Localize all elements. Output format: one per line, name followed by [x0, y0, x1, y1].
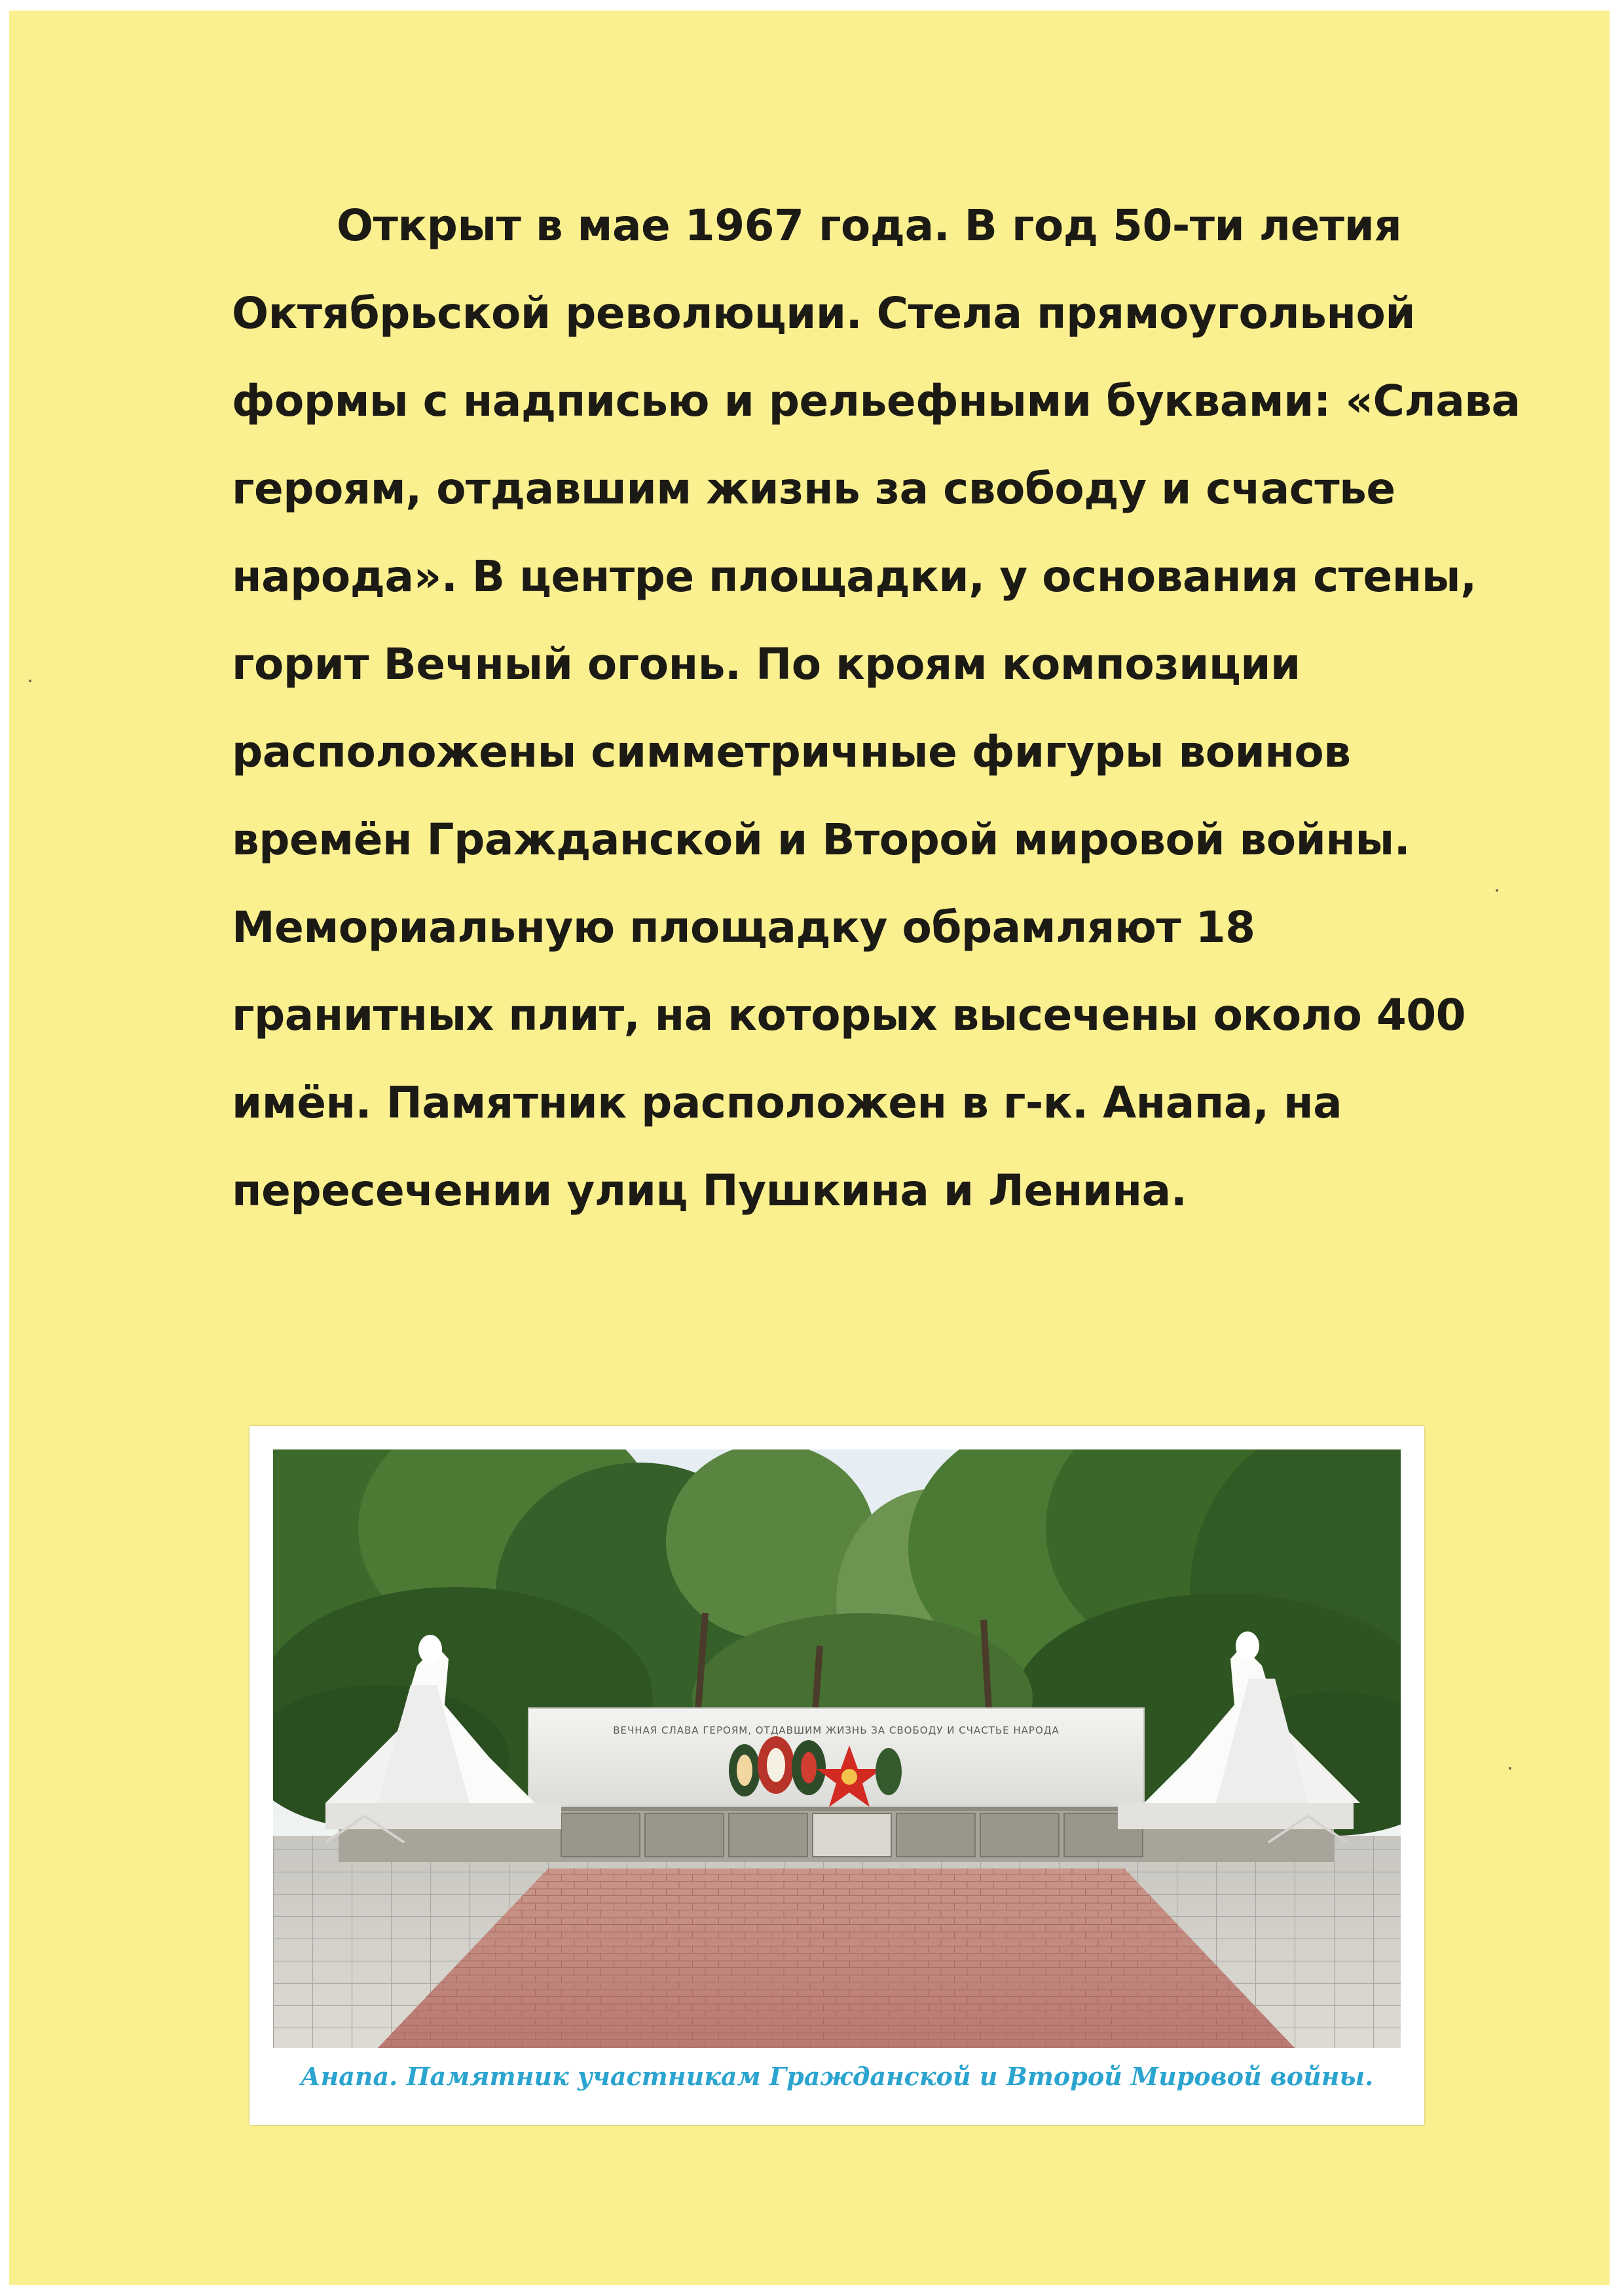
monument-inscription: ВЕЧНАЯ СЛАВА ГЕРОЯМ, ОТДАВШИМ ЖИЗНЬ ЗА СВОБОДУ И СЧАСТЬЕ НАРОДА [613, 1724, 1060, 1736]
postcard-caption: Анапа. Памятник участникам Гражданской и Второй Мировой войны. [300, 2062, 1374, 2091]
memorial-photo [273, 1449, 1401, 2048]
postcard [249, 1426, 1424, 2125]
scan-speck [1496, 889, 1498, 892]
scan-speck [29, 680, 31, 682]
article-paragraph: Открыт в мае 1967 года. В год 50-ти летия Октябрьской революции. Стела прямоугольной формы с надписью и рельефными буквами: «Слава героям, отдавшим жизнь за свободу и счастье народа». В центре площадки, у основания стены, горит Вечный огонь. По кроям композиции расположены симметричные фигуры воинов времён Гражданской и Второй мировой войны. Мемориальную площадку обрамляют 18 гранитных плит, на которых высечены около 400 имён. Памятник расположен в г-к. Анапа, на пересечении улиц Пушкина и Ленина. [232, 200, 1521, 1216]
page-sheet [9, 10, 1610, 2285]
scan-speck [1509, 1767, 1511, 1770]
